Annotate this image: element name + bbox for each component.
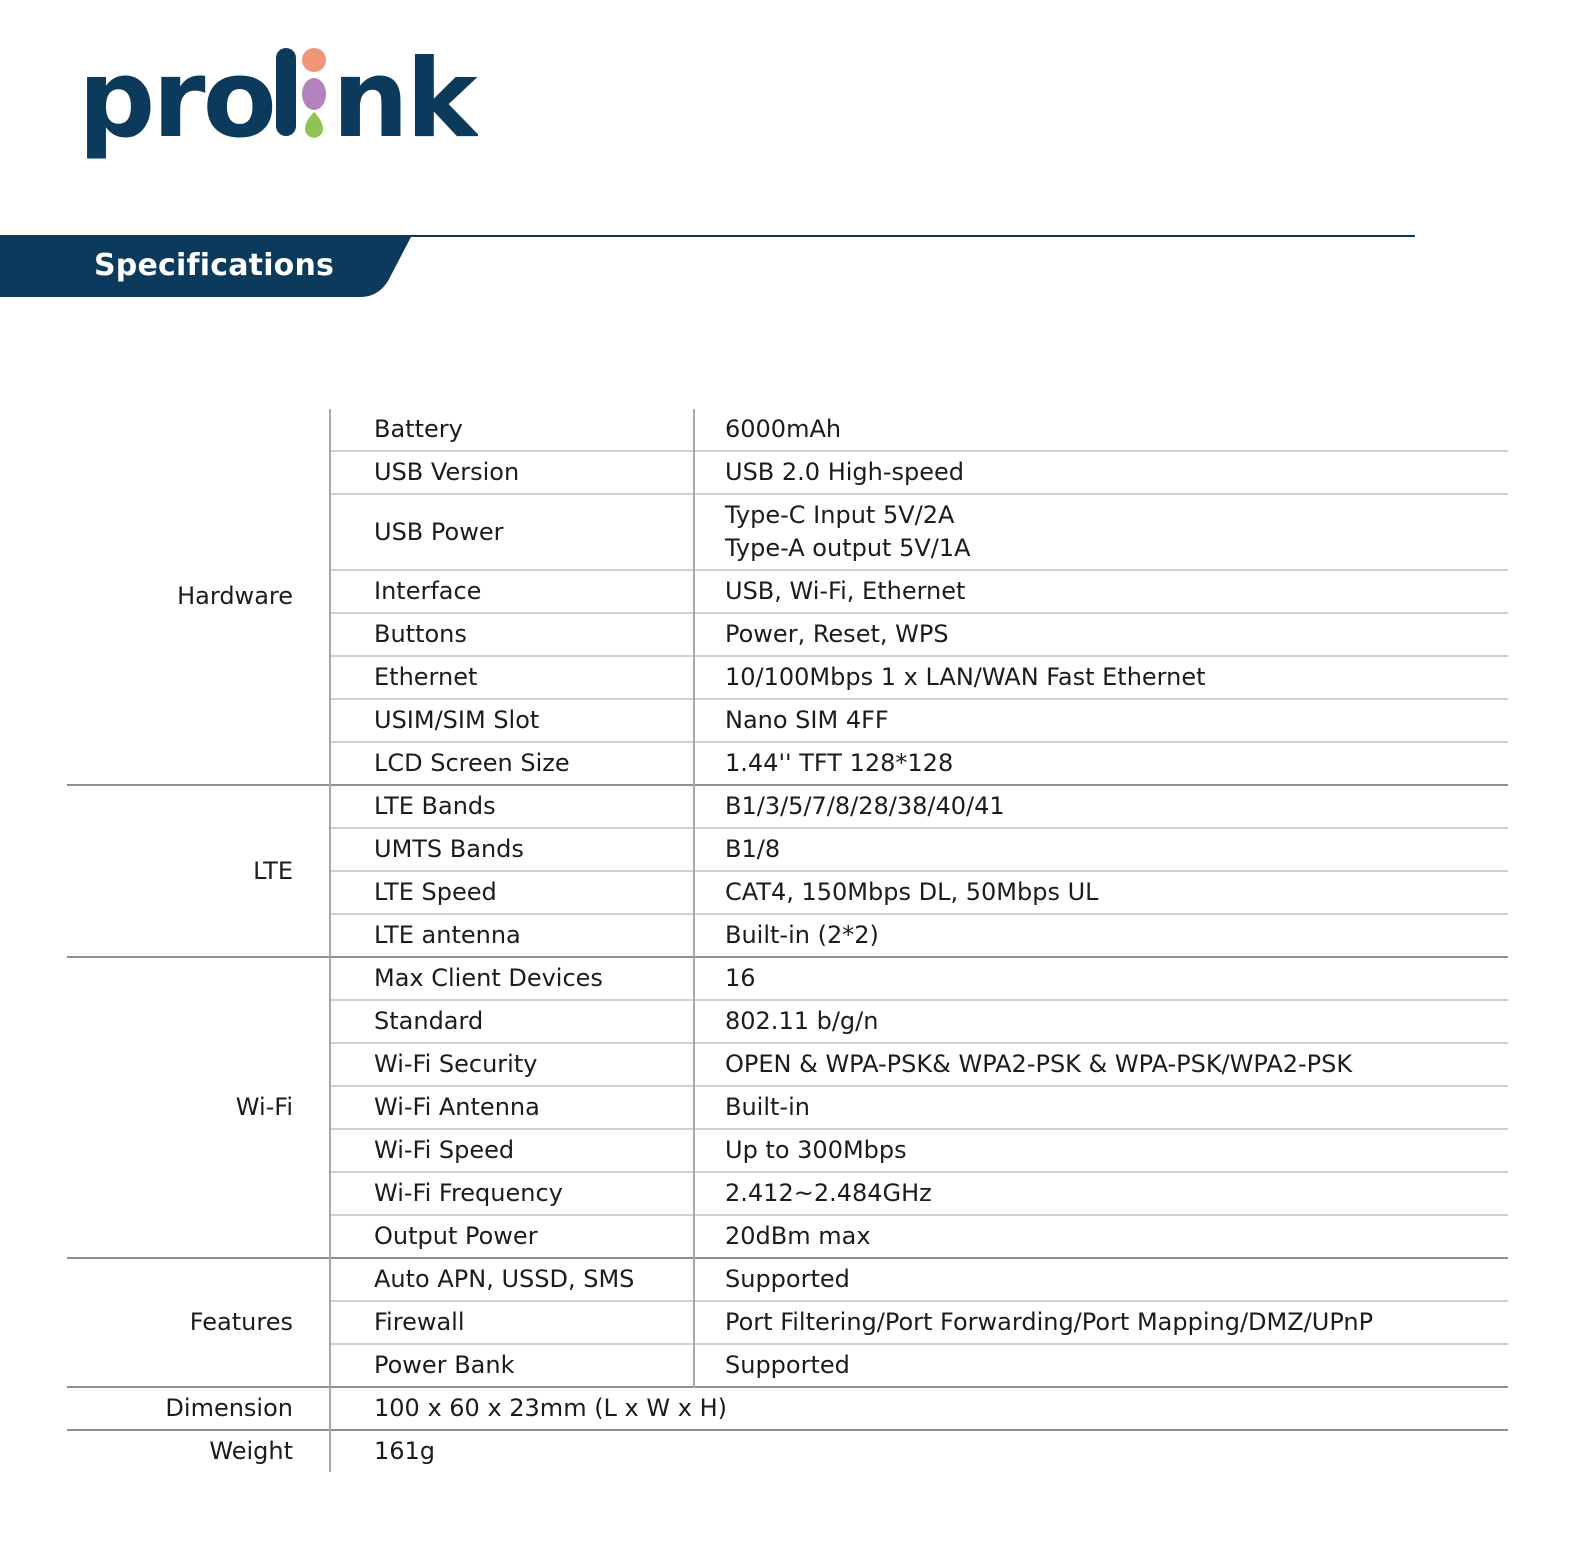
banner-title: Specifications (94, 248, 335, 283)
spec-value: Nano SIM 4FF (725, 706, 889, 734)
spec-name: Interface (330, 570, 694, 613)
spec-name: Auto APN, USSD, SMS (330, 1258, 694, 1301)
spec-value: Built-in (2*2) (725, 921, 879, 949)
spec-name: Standard (330, 1000, 694, 1043)
group-label-lte: LTE (67, 785, 330, 957)
spec-name: Power Bank (330, 1344, 694, 1387)
spec-value: B1/3/5/7/8/28/38/40/41 (725, 792, 1005, 820)
spec-name: LCD Screen Size (330, 742, 694, 785)
spec-name: Wi-Fi Antenna (330, 1086, 694, 1129)
logo-l-stem (276, 48, 296, 136)
group-label-features: Features (67, 1258, 330, 1387)
spec-value: 10/100Mbps 1 x LAN/WAN Fast Ethernet (725, 663, 1206, 691)
group-label-weight: Weight (67, 1430, 330, 1472)
spec-value: OPEN & WPA-PSK& WPA2-PSK & WPA-PSK/WPA2-PSK (725, 1050, 1353, 1078)
spec-value: Supported (725, 1351, 850, 1379)
spec-value: USB, Wi-Fi, Ethernet (725, 577, 966, 605)
group-label-wifi: Wi-Fi (67, 957, 330, 1258)
table-row (67, 1258, 1508, 1301)
spec-value: Up to 300Mbps (725, 1136, 907, 1164)
spec-value: 6000mAh (725, 415, 842, 443)
logo-text-nk: nk (332, 38, 475, 162)
table-row (67, 785, 1508, 828)
logo-dot-orange (302, 48, 326, 72)
spec-value: Supported (725, 1265, 850, 1293)
logo-dot-purple (302, 78, 326, 110)
table-row (67, 957, 1508, 1000)
spec-name: Max Client Devices (330, 957, 694, 1000)
spec-value: 1.44'' TFT 128*128 (725, 749, 954, 777)
spec-name: Output Power (330, 1215, 694, 1258)
spec-value-line: Type-A output 5V/1A (725, 534, 971, 562)
specifications-table (67, 409, 1508, 1472)
spec-name: Battery (330, 409, 694, 451)
spec-name: UMTS Bands (330, 828, 694, 871)
spec-name: Wi-Fi Frequency (330, 1172, 694, 1215)
table-row (67, 1387, 1508, 1430)
spec-name: LTE antenna (330, 914, 694, 957)
spec-value-line: Type-C Input 5V/2A (725, 501, 955, 529)
spec-value: 161g (374, 1437, 436, 1465)
spec-value: 2.412~2.484GHz (725, 1179, 932, 1207)
table-row (67, 1430, 1508, 1472)
spec-name: Ethernet (330, 656, 694, 699)
spec-value: 100 x 60 x 23mm (L x W x H) (374, 1394, 727, 1422)
spec-value: USB 2.0 High-speed (725, 458, 965, 486)
spec-value: 802.11 b/g/n (725, 1007, 879, 1035)
spec-name: LTE Bands (330, 785, 694, 828)
spec-value-multiline (694, 494, 1508, 570)
logo-text-pro: pro (78, 38, 274, 162)
spec-value: Power, Reset, WPS (725, 620, 949, 648)
spec-name: USIM/SIM Slot (330, 699, 694, 742)
prolink-logo-mark (78, 38, 478, 170)
group-label-hardware: Hardware (67, 409, 330, 785)
spec-name: Firewall (330, 1301, 694, 1344)
spec-name: Buttons (330, 613, 694, 656)
spec-name: Wi-Fi Speed (330, 1129, 694, 1172)
logo-dot-green (305, 112, 323, 138)
spec-name: USB Power (330, 494, 694, 570)
spec-value: 16 (725, 964, 756, 992)
table-row (67, 409, 1508, 451)
spec-value: B1/8 (725, 835, 781, 863)
group-label-dimension: Dimension (67, 1387, 330, 1430)
spec-name: LTE Speed (330, 871, 694, 914)
spec-value: Built-in (725, 1093, 810, 1121)
spec-name: USB Version (330, 451, 694, 494)
prolink-logo (78, 38, 478, 170)
spec-name: Wi-Fi Security (330, 1043, 694, 1086)
spec-value: 20dBm max (725, 1222, 871, 1250)
specifications-banner (0, 235, 412, 297)
banner-divider-line (405, 235, 1415, 237)
spec-value: Port Filtering/Port Forwarding/Port Mapping/DMZ/UPnP (725, 1308, 1374, 1336)
spec-value: CAT4, 150Mbps DL, 50Mbps UL (725, 878, 1099, 906)
